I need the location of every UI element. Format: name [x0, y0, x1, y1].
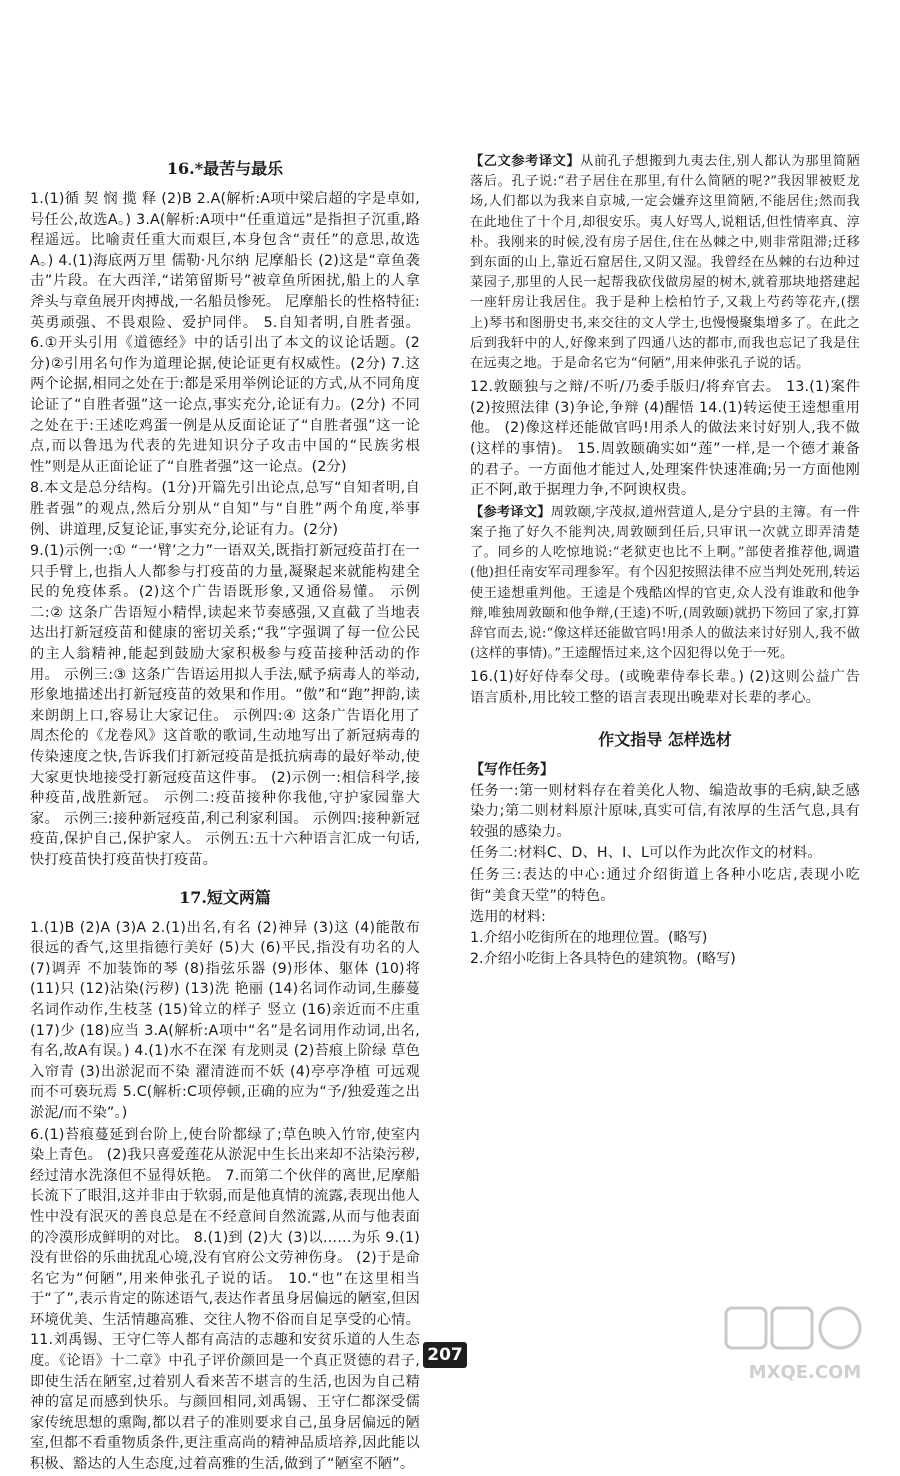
- translation-yi: [470, 152, 860, 374]
- writing-item-1: 1.介绍小吃街所在的地理位置。(略写): [470, 930, 708, 947]
- page-number: 207: [423, 1342, 467, 1368]
- translation-ref-text: 周敦颐,字茂叔,道州营道人,是分宁县的主簿。有一件案子拖了好久不能判决,周敦颐到任后,只审讯一次就立即弄清楚了。同乡的人吃惊地说:“老狱吏也比不上啊。”部使者推荐他,调遣(他)担任南安军司理参军。有个囚犯按照法律不应当判处死刑,转运使王逵想重判他。王逵是个残酷凶悍的官吏,众人没有谁敢和他争辩,唯独周敦颐和他争辩,(王逵)不听,(周敦颐)就扔下笏回了家,打算辞官而去,说:“像这样还能做官吗!用杀人的做法来讨好别人,我不做(这样的事情)。”王逵醒悟过来,这个囚犯得以免于一死。: [470, 504, 860, 662]
- section-16-para-3: 9.(1)示例一:① “一‘臂’之力”一语双关,既指打新冠疫苗打在一只手臂上,也指人人都参与打疫苗的力量,凝聚起来就能构建全民的免疫体系。(2)这个广告语既形象,又通俗易懂。 示例二:② 这条广告语短小精悍,读起来节奏感强,又直截了当地表达出打新冠疫苗和健康的密切关系;“我”字强调了每一位公民的主人翁精神,能起到鼓励大家积极参与疫苗接种活动的作用。 示例三:③ 这条广告语运用拟人手法,赋予病毒人的举动,形象地描述出打新冠疫苗的效果和作用。“傲”和“跑”押韵,读来朗朗上口,容易让大家记住。 示例四:④ 这条广告语化用了周杰伦的《龙卷风》这首歌的歌词,生动地写出了新冠病毒的传染速度之快,告诉我们打新冠疫苗是抵抗病毒的最好举动,使大家更快地接受打新冠疫苗这件事。 (2)示例一:相信科学,接种疫苗,战胜新冠。 示例二:疫苗接种你我他,守护家园靠大家。 示例三:接种新冠疫苗,利己利家利国。 示例四:接种新冠疫苗,保护自己,保护家人。 示例五:五十六种语言汇成一句话,快打疫苗快打疫苗快打疫苗。: [30, 543, 420, 868]
- section-17-para-1: 1.(1)B (2)A (3)A 2.(1)出名,有名 (2)神异 (3)这 (4)能散布很远的香气,这里指德行美好 (5)大 (6)平民,指没有功名的人 (7)调弄 不加装饰的琴 (8)指弦乐器 (9)形体、躯体 (10)将 (11)只 (12)沾染(污秽) (13)洗 艳丽 (14)名词作动词,生藤蔓 名词作动作,生枝茎 (15)耸立的样子 竖立 (16)亲近而不庄重 (17)少 (18)应当 3.A(解析:A项中“名”是名词用作动词,出名,有名,故A有误。) 4.(1)水不在深 有龙则灵 (2)苔痕上阶绿 草色入帘青 (3)出淤泥而不染 濯清涟而不妖 (4)亭亭净植 可远观而不可亵玩焉 5.C(解析:C项停顿,正确的应为“予/独爱莲之出淤泥/而不染”。): [30, 919, 420, 1121]
- section-17-para-2: 6.(1)苔痕蔓延到台阶上,使台阶都绿了;草色映入竹帘,使室内染上青色。 (2)我只喜爱莲花从淤泥中生长出来却不沾染污秽,经过清水洗涤但不显得妖艳。 7.而第二个伙伴的离世,尼摩船长流下了眼泪,这并非由于软弱,而是他真情的流露,表现出他人性中没有泯灭的善良总是在不经意间自然流露,从而与他表面的冷漠形成鲜明的对比。 8.(1)到 (2)大 (3)以……为乐 9.(1)没有世俗的乐曲扰乱心境,没有官府公文劳神伤身。 (2)于是命名它为“何陋”,用来伸张孔子说的话。 10.“也”在这里相当于“了”,表示肯定的陈述语气,表达作者虽身居偏远的陋室,但因环境优美、生活情趣高雅、交往人物不俗而自足享受的心情。 11.刘禹锡、王守仁等人都有高洁的志趣和安贫乐道的人生态度。《论语》十二章》中孔子评价颜回是一个真正贤德的君子,即使生活在陋室,过着别人看来苦不堪言的生活,也因为自己精神的富足而感到快乐。与颜回相同,刘禹锡、王守仁都深受儒家传统思想的熏陶,都以君子的准则要求自己,虽身居偏远的陋室,但都不看重物质条件,更注重高尚的精神品质培养,因此能以积极、豁达的人生态度,过着高雅的生活,做到了“陋室不陋”。: [30, 1126, 420, 1473]
- translation-ref: [470, 503, 860, 665]
- section-16-para-2: 8.本文是总分结构。(1分)开篇先引出论点,总写“自知者明,自胜者强”的观点,然后分别从“自知”与“自胜”两个角度,举事例、讲道理,反复论证,事实充分,论证有力。(2分): [30, 480, 420, 538]
- watermark-logo: [720, 1300, 890, 1386]
- section-16-para-1: 1.(1)循 契 悯 揽 释 (2)B 2.A(解析:A项中梁启超的字是卓如,号任公,故选A。) 3.A(解析:A项中“任重道远”是指担子沉重,路程遥远。比喻责任重大而艰巨,本身包含“责任”的意思,故选A。) 4.(1)海底两万里 儒勒·凡尔纳 尼摩船长 (2)这是“章鱼袭击”片段。在大西洋,“诺第留斯号”被章鱼所困扰,船上的人拿斧头与章鱼展开肉搏战,一名船员惨死。 尼摩船长的性格特征:英勇顽强、不畏艰险、爱护同伴。 5.自知者明,自胜者强。 6.①开头引用《道德经》中的话引出了本文的议论话题。(2分)②引用名句作为道理论据,使论证更有权威性。(2分) 7.这两个论据,相同之处在于:都是采用举例论证的方式,从不同角度论证了“自胜者强”这一论点,事实充分,论证有力。(2分) 不同之处在于:王述吃鸡蛋一例是从反面论证了“自胜者强”这一论点,而以鲁迅为代表的先进知识分子攻击中国的“民族劣根性”则是从正面论证了“自胜者强”这一论点。(2分): [30, 191, 420, 475]
- writing-task-header: 【写作任务】: [470, 761, 554, 778]
- writing-guide-title: 作文指导 怎样选材: [598, 729, 732, 749]
- left-column: [30, 150, 420, 1476]
- svg-text:MXQE.COM: MXQE.COM: [748, 1362, 862, 1383]
- section-17-para-3: 12.敦颐独与之辩/不听/乃委手版归/将弃官去。 13.(1)案件 (2)按照法律 (3)争论,争辩 (4)醒悟 14.(1)转运使王逵想重用他。 (2)像这样还能做官吗!用杀人的做法来讨好别人,我不做(这样的事情)。 15.周敦颐确实如“莲”一样,是一个德才兼备的君子。一方面他才能过人,处理案件快速准确;另一方面他刚正不阿,敢于据理力争,不阿谀权贵。: [470, 379, 860, 499]
- writing-chosen-label: 选用的材料:: [470, 909, 546, 926]
- translation-yi-tag: 【乙文参考译文】: [470, 154, 581, 169]
- translation-ref-tag: 【参考译文】: [470, 504, 551, 520]
- section-16-title: 16.*最苦与最乐: [166, 159, 284, 178]
- writing-task-3: 任务三:表达的中心:通过介绍街道上各种小吃店,表现小吃街“美食天堂”的特色。: [470, 866, 860, 904]
- section-17-para-4: 16.(1)好好侍奉父母。(或晚辈侍奉长辈。) (2)这则公益广告语言质朴,用比较工整的语言表现出晚辈对长辈的孝心。: [470, 669, 860, 707]
- translation-yi-text: 从前孔子想搬到九夷去住,别人都认为那里简陋落后。孔子说:“君子居住在那里,有什么简陋的呢?”我因罪被贬龙场,人们都以为我来自京城,一定会嫌弃这里简陋,不能居住;然而我在此地住了十个月,却很安乐。夷人好骂人,说粗话,但性情率真、淳朴。我刚来的时候,没有房子居住,住在丛棘之中,则非常阻滞;迁移到东面的山上,靠近石窟居住,又阴又湿。我曾经在丛棘的右边种过菜园子,那里的人民一起帮我砍伐做房屋的树木,就着那块地搭建起一座轩房让我居住。我于是种上桧柏竹子,又栽上芍药等花卉,(摆上)琴书和图册史书,来交往的文人学士,也慢慢聚集增多了。在此之后到我轩中的人,好像来到了四通八达的都市,而我也忘记了我是住在远夷之地。于是命名它为“何陋”,用来伸张孔子说的话。: [470, 154, 860, 372]
- writing-item-2: 2.介绍小吃街上各具特色的建筑物。(略写): [470, 951, 736, 968]
- right-column: [470, 150, 860, 970]
- section-17-title: 17.短文两篇: [179, 887, 271, 907]
- writing-task-1: 任务一:第一则材料存在着美化人物、编造故事的毛病,缺乏感染力;第二则材料原汁原味,真实可信,有浓厚的生活气息,具有较强的感染力。: [470, 782, 860, 840]
- writing-task-2: 任务二:材料C、D、H、I、L可以作为此次作文的材料。: [470, 845, 822, 862]
